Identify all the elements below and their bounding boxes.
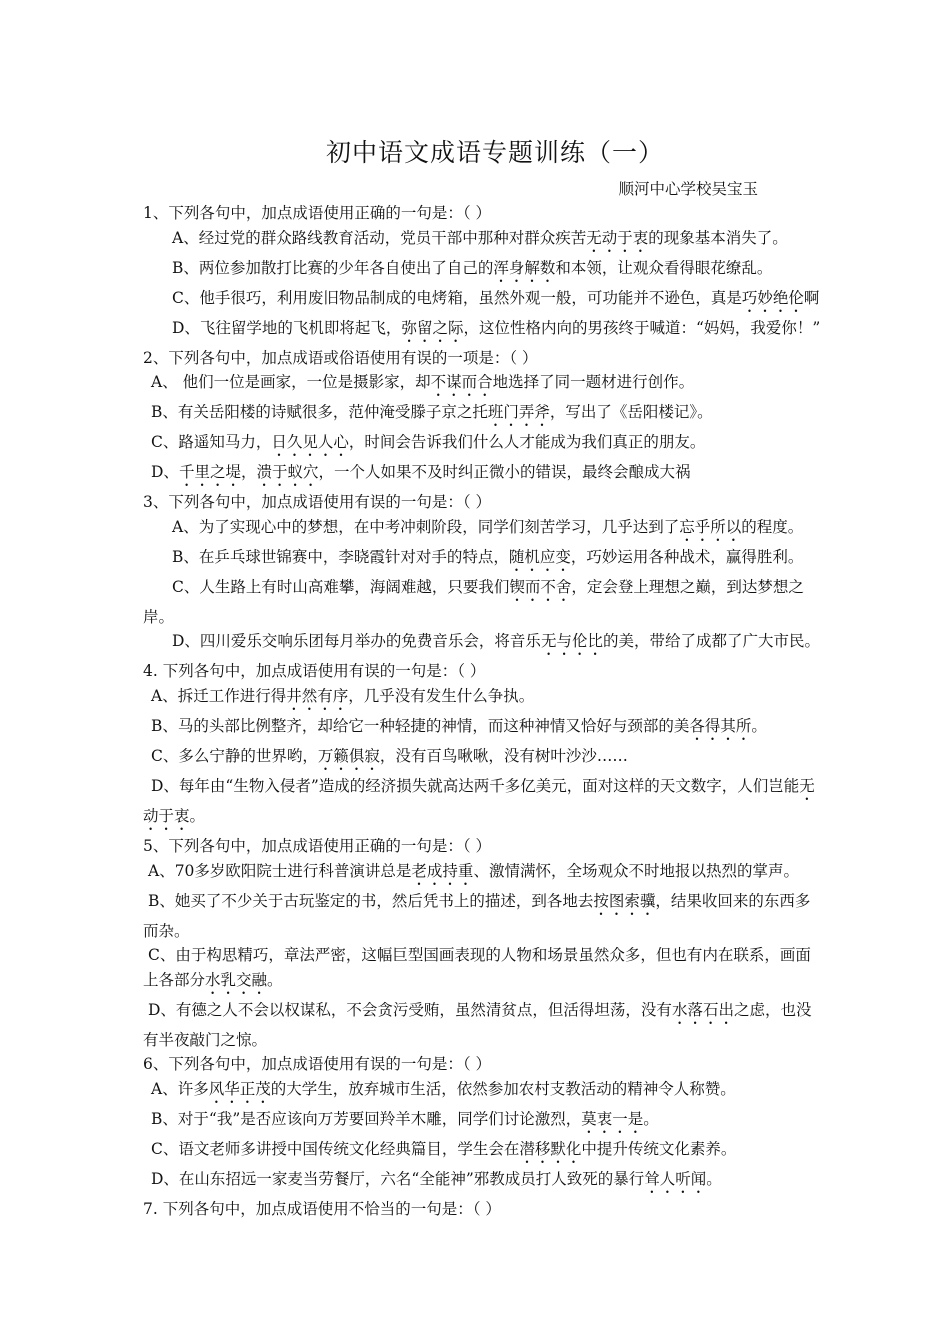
option-b: B、两位参加散打比赛的少年各自使出了自己的浑身解数和本领，让观众看得眼花缭乱。 (172, 258, 773, 277)
question-stem: 5、下列各句中，加点成语使用正确的一句是：（ ） (143, 836, 492, 855)
option-c: C、语文老师多讲授中国传统文化经典篇目，学生会在潜移默化中提升传统文化素养。 (151, 1139, 737, 1158)
dotted-idiom: 不谋而合 (430, 373, 493, 392)
option-a: A、拆迁工作进行得井然有序，几乎没有发生什么争执。 (151, 686, 535, 705)
question-stem: 1、下列各句中，加点成语使用正确的一句是：（ ） (143, 204, 492, 222)
option-d: D、四川爱乐交响乐团每月举办的免费音乐会，将音乐无与伦比的美，带给了成都了广大市民。 (172, 632, 820, 651)
dotted-idiom: 各得其所 (689, 716, 752, 735)
option-d: D、每年由“生物入侵者”造成的经济损失就高达两千多亿美元，面对这样的天文数字，人们岂能无动于衷。 (143, 776, 815, 825)
dotted-idiom: 忘乎所以 (679, 517, 742, 536)
question-stem: 3、下列各句中，加点成语使用有误的一句是：（ ） (143, 493, 492, 512)
dotted-idiom: 老成持重 (411, 861, 474, 880)
option-a: A、70多岁欧阳院士进行科普演讲总是老成持重、激情满怀，全场观众不时地报以热烈的掌声。 (148, 861, 799, 880)
dotted-idiom: 按图索骥 (593, 891, 656, 910)
dotted-idiom: 风华正茂 (208, 1079, 271, 1098)
option-b: B、马的头部比例整齐，却给它一种轻捷的神情，而这种神情又恰好与颈部的美各得其所。 (151, 716, 767, 735)
option-b: B、在乒乓球世锦赛中，李晓霞针对对手的特点，随机应变，巧妙运用各种战术，赢得胜利。 (172, 547, 804, 566)
dotted-idiom: 千里之堤，溃于蚁穴 (178, 463, 319, 482)
option-c: C、他手很巧，利用废旧物品制成的电烤箱，虽然外观一般，可功能并不逊色，真是巧妙绝伦啊 (172, 288, 820, 307)
option-b: B、对于“我”是否应该向万芳要回羚羊木雕，同学们讨论激烈，莫衷一是。 (151, 1109, 659, 1128)
option-c: C、由于构思精巧，章法严密，这幅巨型国画表现的人物和场景虽然众多，但也有内在联系，画面上各部分水乳交融。 (143, 946, 811, 989)
option-d: D、有德之人不会以权谋私，不会贪污受贿，虽然清贫点，但活得坦荡，没有水落石出之虑，也没有半夜敲门之惊。 (143, 1000, 812, 1049)
dotted-idiom: 潜移默化 (519, 1139, 582, 1158)
option-a: A、为了实现心中的梦想，在中考冲刺阶段，同学们刻苦学习，几乎达到了忘乎所以的程度。 (172, 517, 804, 536)
option-a: A、经过党的群众路线教育活动，党员干部中那种对群众疾苦无动于衷的现象基本消失了。 (172, 228, 788, 247)
question-list (143, 201, 823, 1222)
dotted-idiom: 莫衷一是 (581, 1109, 644, 1128)
dotted-idiom: 耸人听闻 (644, 1169, 707, 1188)
question-stem: 7. 下列各句中，加点成语使用不恰当的一句是：（ ） (143, 1199, 501, 1218)
option-b: B、有关岳阳楼的诗赋很多，范仲淹受滕子京之托班门弄斧，写出了《岳阳楼记》。 (151, 403, 713, 422)
dotted-idiom: 无动于衷 (586, 228, 649, 247)
dotted-idiom: 班门弄斧 (487, 403, 550, 422)
option-d: D、千里之堤，溃于蚁穴，一个人如果不及时纠正微小的错误，最终会酿成大祸 (151, 463, 691, 482)
question-stem: 2、下列各句中，加点成语或俗语使用有误的一项是：（ ） (143, 348, 538, 367)
option-c: C、多么宁静的世界哟，万籁俱寂，没有百鸟啾啾，没有树叶沙沙…… (151, 746, 628, 765)
option-c: C、路遥知马力，日久见人心，时间会告诉我们什么人才能成为我们真正的朋友。 (151, 433, 706, 452)
dotted-idiom: 日久见人心 (271, 433, 349, 452)
option-d: D、在山东招远一家麦当劳餐厅，六名“全能神”邪教成员打人致死的暴行耸人听闻。 (151, 1169, 722, 1188)
dotted-idiom: 锲而不舍 (509, 577, 572, 596)
author-line: 顺河中心学校吴宝玉 (618, 180, 758, 198)
option-c: C、人生路上有时山高难攀，海阔难越，只要我们锲而不舍，定会登上理想之巅，到达梦想之岸。 (143, 577, 804, 626)
dotted-idiom: 无与伦比 (540, 632, 603, 651)
option-a: A、 他们一位是画家，一位是摄影家，却不谋而合地选择了同一题材进行创作。 (151, 373, 695, 392)
dotted-idiom: 万籁俱寂 (317, 746, 380, 765)
option-b: B、她买了不少关于古玩鉴定的书，然后凭书上的描述，到各地去按图索骥，结果收回来的东西多而杂。 (143, 891, 811, 940)
option-a: A、许多风华正茂的大学生，放弃城市生活，依然参加农村支教活动的精神令人称赞。 (151, 1079, 736, 1098)
question-stem: 4. 下列各句中，加点成语使用有误的一句是：（ ） (143, 662, 486, 681)
dotted-idiom: 随机应变 (508, 547, 571, 566)
dotted-idiom: 无动于衷 (143, 776, 815, 825)
dotted-idiom: 浑身解数 (493, 258, 556, 277)
dotted-idiom: 巧妙绝伦 (741, 288, 804, 307)
option-d: D、飞往留学地的飞机即将起飞，弥留之际，这位性格内向的男孩终于喊道：“妈妈，我爱你！” (172, 318, 821, 337)
dotted-idiom: 弥留之际 (401, 318, 464, 337)
dotted-idiom: 井然有序 (286, 686, 349, 705)
dotted-idiom: 水落石出 (671, 1000, 734, 1019)
question-stem: 6、下列各句中，加点成语使用有误的一句是：（ ） (143, 1055, 492, 1074)
page-title: 初中语文成语专题训练（一） (325, 138, 664, 167)
dotted-idiom: 水乳交融 (205, 970, 268, 989)
